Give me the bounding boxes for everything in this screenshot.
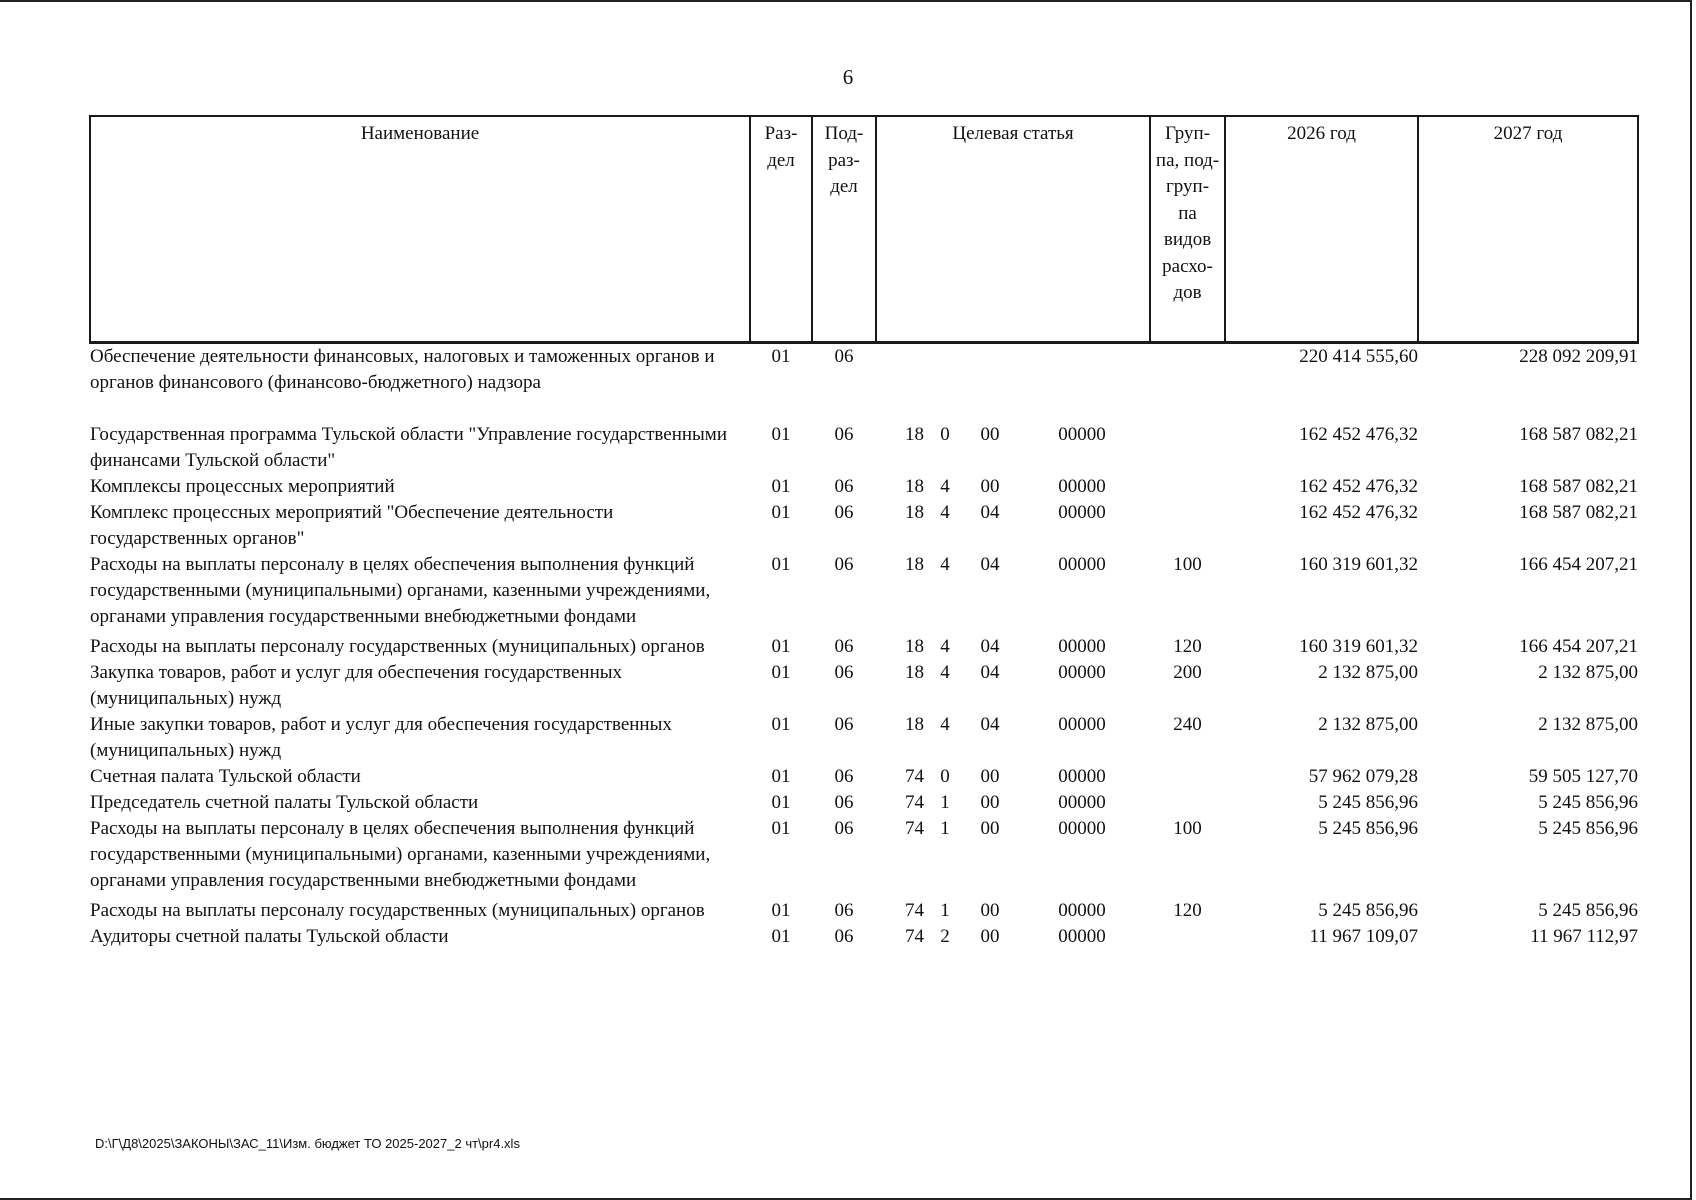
row-amount-2026: 2 132 875,00	[1318, 662, 1419, 683]
row-amount-2026: 160 319 601,32	[1299, 636, 1419, 657]
row-amount-2027: 166 454 207,21	[1519, 554, 1639, 575]
row-amount-2026: 57 962 079,28	[1308, 766, 1419, 787]
row-target-subprogram: 04	[980, 662, 1000, 683]
row-amount-2027: 168 587 082,21	[1519, 502, 1639, 523]
table-body	[90, 343, 1638, 951]
row-amount-2026: 5 245 856,96	[1318, 792, 1419, 813]
row-amount-2026: 11 967 109,07	[1309, 926, 1419, 947]
row-target-program	[876, 343, 924, 423]
row-target-subprogram: 04	[980, 502, 1000, 523]
row-target-subprogram	[966, 343, 1014, 423]
row-amount-2027: 166 454 207,21	[1519, 636, 1639, 657]
row-amount-2027: 168 587 082,21	[1519, 424, 1639, 445]
row-target-program: 74	[905, 792, 924, 813]
row-name: Аудиторы счетной палаты Тульской области	[90, 926, 449, 947]
row-name: Расходы на выплаты персоналу государственных (муниципальных) органов	[90, 900, 705, 921]
row-amount-2027: 11 967 112,97	[1530, 926, 1639, 947]
row-podrazdel: 06	[834, 900, 854, 921]
table-row	[90, 924, 1638, 950]
row-target-program: 74	[905, 926, 924, 947]
table-row	[90, 898, 1638, 924]
row-target-type: 4	[940, 476, 950, 497]
row-target-direction	[1014, 343, 1150, 423]
row-target-subprogram: 00	[980, 818, 1000, 839]
row-amount-2026: 162 452 476,32	[1299, 476, 1419, 497]
row-target-subprogram: 04	[980, 554, 1000, 575]
row-razdel: 01	[771, 766, 791, 787]
row-target-type	[924, 343, 966, 423]
row-target-type: 1	[940, 818, 950, 839]
row-target-subprogram: 00	[980, 424, 1000, 445]
table-row	[90, 712, 1638, 764]
row-expense-group	[1150, 924, 1225, 950]
table-row	[90, 552, 1638, 634]
row-target-direction: 00000	[1058, 424, 1106, 445]
table-row	[90, 764, 1638, 790]
row-name: Комплекс процессных мероприятий "Обеспечение деятельности государственных органов"	[90, 502, 614, 549]
budget-table	[89, 115, 1639, 950]
row-podrazdel: 06	[834, 714, 854, 735]
row-podrazdel: 06	[834, 926, 854, 947]
table-row	[90, 474, 1638, 500]
row-amount-2027: 5 245 856,96	[1538, 900, 1639, 921]
row-razdel: 01	[771, 636, 791, 657]
row-target-subprogram: 00	[980, 766, 1000, 787]
row-expense-group: 100	[1173, 818, 1202, 839]
row-expense-group: 200	[1173, 662, 1202, 683]
row-razdel: 01	[771, 714, 791, 735]
row-razdel: 01	[771, 346, 791, 367]
row-razdel: 01	[771, 424, 791, 445]
row-podrazdel: 06	[834, 476, 854, 497]
row-expense-group	[1150, 764, 1225, 790]
row-target-type: 4	[940, 636, 950, 657]
row-name: Иные закупки товаров, работ и услуг для обеспечения государственных (муниципальных) нужд	[90, 714, 672, 761]
row-amount-2027: 2 132 875,00	[1538, 714, 1639, 735]
row-target-direction: 00000	[1058, 900, 1106, 921]
row-amount-2026: 160 319 601,32	[1299, 554, 1419, 575]
page-number: 6	[842, 65, 854, 89]
table-row	[90, 816, 1638, 898]
row-target-program: 74	[905, 766, 924, 787]
table-row	[90, 634, 1638, 660]
row-target-direction: 00000	[1058, 926, 1106, 947]
header-name: Наименование	[90, 116, 750, 343]
row-expense-group	[1150, 422, 1225, 474]
row-amount-2027: 59 505 127,70	[1528, 766, 1639, 787]
row-podrazdel: 06	[834, 766, 854, 787]
table-header-row	[90, 116, 1638, 343]
row-target-direction: 00000	[1058, 636, 1106, 657]
row-expense-group: 120	[1173, 900, 1202, 921]
row-amount-2027: 228 092 209,91	[1519, 346, 1639, 367]
row-amount-2027: 168 587 082,21	[1519, 476, 1639, 497]
row-name: Обеспечение деятельности финансовых, налоговых и таможенных органов и органов финансового (финансово-бюджетного) надзора	[90, 346, 715, 393]
row-target-type: 2	[940, 926, 950, 947]
row-target-direction: 00000	[1058, 554, 1106, 575]
row-expense-group	[1150, 790, 1225, 816]
row-target-subprogram: 00	[980, 476, 1000, 497]
row-target-direction: 00000	[1058, 476, 1106, 497]
row-podrazdel: 06	[834, 818, 854, 839]
table-row	[90, 790, 1638, 816]
row-target-type: 0	[940, 766, 950, 787]
row-target-program: 18	[905, 662, 924, 683]
row-target-type: 0	[940, 424, 950, 445]
row-razdel: 01	[771, 818, 791, 839]
row-target-direction: 00000	[1058, 766, 1106, 787]
row-target-program: 18	[905, 714, 924, 735]
row-podrazdel: 06	[834, 424, 854, 445]
row-target-subprogram: 04	[980, 714, 1000, 735]
header-2026: 2026 год	[1225, 116, 1418, 343]
table-row	[90, 422, 1638, 474]
row-razdel: 01	[771, 900, 791, 921]
row-razdel: 01	[771, 792, 791, 813]
row-amount-2026: 5 245 856,96	[1318, 900, 1419, 921]
row-target-subprogram: 00	[980, 900, 1000, 921]
row-expense-group: 120	[1173, 636, 1202, 657]
row-target-program: 74	[905, 900, 924, 921]
row-name: Расходы на выплаты персоналу в целях обеспечения выполнения функций государственными (муниципальными) органами, казенными учреждениями, органами управления государственными внебюджетными фондами	[90, 554, 711, 627]
row-expense-group	[1150, 343, 1225, 423]
row-amount-2027: 5 245 856,96	[1538, 818, 1639, 839]
row-razdel: 01	[771, 662, 791, 683]
row-expense-group	[1150, 500, 1225, 552]
row-target-direction: 00000	[1058, 502, 1106, 523]
row-amount-2026: 2 132 875,00	[1318, 714, 1419, 735]
row-expense-group: 100	[1173, 554, 1202, 575]
row-target-type: 4	[940, 502, 950, 523]
header-podrazdel: Под- раз- дел	[812, 116, 876, 343]
row-expense-group	[1150, 474, 1225, 500]
row-target-direction: 00000	[1058, 662, 1106, 683]
row-name: Счетная палата Тульской области	[90, 766, 361, 787]
row-name: Закупка товаров, работ и услуг для обеспечения государственных (муниципальных) нужд	[90, 662, 623, 709]
row-target-program: 18	[905, 424, 924, 445]
row-target-type: 1	[940, 900, 950, 921]
row-amount-2026: 162 452 476,32	[1299, 502, 1419, 523]
row-target-direction: 00000	[1058, 714, 1106, 735]
row-podrazdel: 06	[834, 792, 854, 813]
row-target-type: 4	[940, 554, 950, 575]
row-name: Расходы на выплаты персоналу в целях обеспечения выполнения функций государственными (муниципальными) органами, казенными учреждениями, органами управления государственными внебюджетными фондами	[90, 818, 711, 891]
header-target-article: Целевая статья	[876, 116, 1150, 343]
row-name: Расходы на выплаты персоналу государственных (муниципальных) органов	[90, 636, 705, 657]
row-amount-2027: 5 245 856,96	[1538, 792, 1639, 813]
row-amount-2027: 2 132 875,00	[1538, 662, 1639, 683]
row-amount-2026: 162 452 476,32	[1299, 424, 1419, 445]
row-podrazdel: 06	[834, 502, 854, 523]
row-target-program: 18	[905, 636, 924, 657]
row-target-direction: 00000	[1058, 792, 1106, 813]
row-razdel: 01	[771, 926, 791, 947]
row-podrazdel: 06	[834, 662, 854, 683]
row-target-program: 18	[905, 476, 924, 497]
row-target-direction: 00000	[1058, 818, 1106, 839]
row-target-type: 4	[940, 662, 950, 683]
row-razdel: 01	[771, 554, 791, 575]
row-amount-2026: 5 245 856,96	[1318, 818, 1419, 839]
row-target-subprogram: 00	[980, 792, 1000, 813]
header-2027: 2027 год	[1418, 116, 1638, 343]
row-target-type: 1	[940, 792, 950, 813]
table-row	[90, 343, 1638, 423]
row-razdel: 01	[771, 502, 791, 523]
row-target-program: 74	[905, 818, 924, 839]
file-path-footer: D:\Г\Д8\2025\ЗАКОНЫ\ЗАС_11\Изм. бюджет ТО 2025-2027_2 чт\pr4.xls	[95, 1136, 520, 1151]
row-target-program: 18	[905, 502, 924, 523]
table-row	[90, 660, 1638, 712]
header-razdel: Раз- дел	[750, 116, 812, 343]
row-name: Председатель счетной палаты Тульской области	[90, 792, 479, 813]
row-podrazdel: 06	[834, 636, 854, 657]
header-expense-group: Груп- па, под- груп- па видов расхо- дов	[1150, 116, 1225, 343]
row-target-type: 4	[940, 714, 950, 735]
row-razdel: 01	[771, 476, 791, 497]
row-target-subprogram: 00	[980, 926, 1000, 947]
row-name: Комплексы процессных мероприятий	[90, 476, 395, 497]
row-podrazdel: 06	[834, 346, 854, 367]
table-row	[90, 500, 1638, 552]
row-podrazdel: 06	[834, 554, 854, 575]
row-amount-2026: 220 414 555,60	[1299, 346, 1419, 367]
row-target-program: 18	[905, 554, 924, 575]
row-name: Государственная программа Тульской области "Управление государственными финансами Тульской области"	[90, 424, 728, 471]
row-target-subprogram: 04	[980, 636, 1000, 657]
row-expense-group: 240	[1173, 714, 1202, 735]
